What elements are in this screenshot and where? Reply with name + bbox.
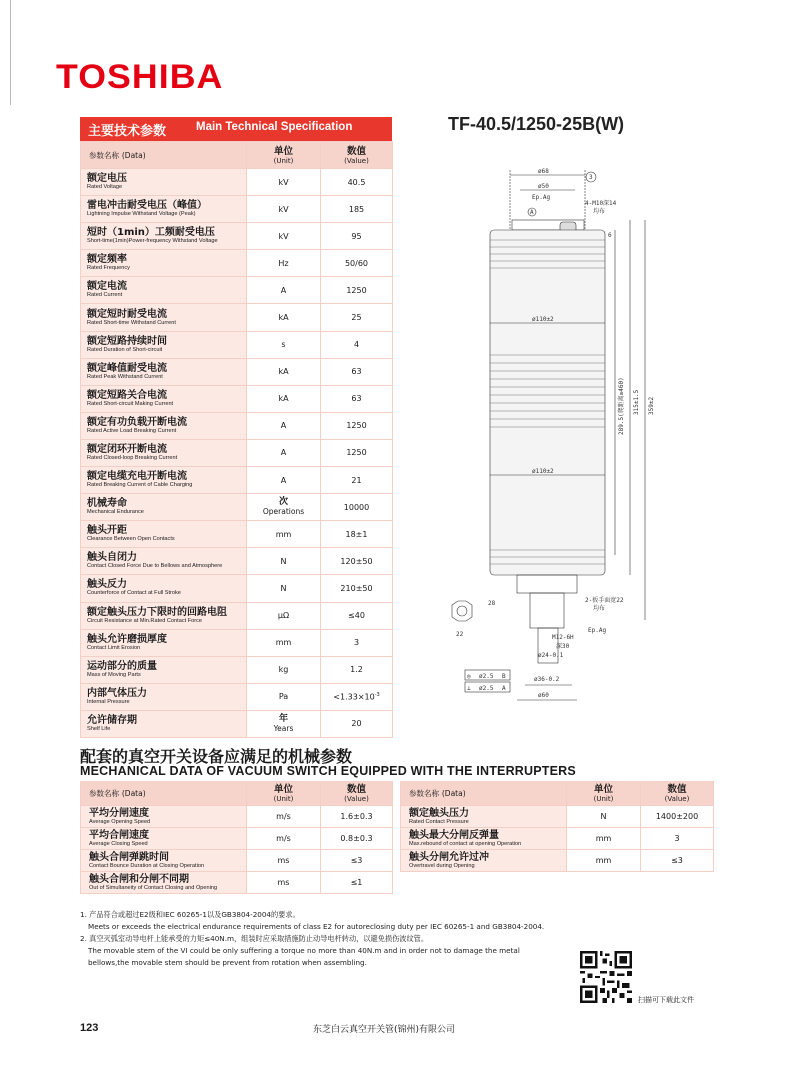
- spec-rows-unit: mm: [247, 521, 321, 548]
- mech-left_rows-unit: ms: [247, 872, 321, 894]
- mech-right_rows-value: [641, 828, 714, 850]
- spec-rows-value: [321, 412, 393, 439]
- mech-left_rows-value: [321, 850, 393, 872]
- spec-rows-value: [321, 683, 393, 710]
- spec-rows-value: [321, 304, 393, 331]
- mech-header-row: [81, 782, 393, 806]
- spec-rows-param-name: [81, 575, 247, 602]
- spec-rows-value: [321, 548, 393, 575]
- dim-315-label: 315±1.5: [633, 389, 640, 415]
- mech-right_rows-value-text: 1400±200: [655, 812, 699, 821]
- ep-label: Ep.Ag: [532, 194, 551, 201]
- spec-rows-row: [81, 277, 393, 304]
- spec-rows-value: [321, 358, 393, 385]
- d110-top-label: ø110±2: [532, 316, 554, 323]
- corner-line: [10, 0, 11, 105]
- mech-header-value: 数值 (Value): [321, 782, 393, 806]
- spec-rows-value-text: 18±1: [345, 529, 368, 539]
- qr-label: 扫描可下载此文件: [638, 996, 694, 1004]
- spec-rows-unit-cn: 次: [278, 497, 288, 508]
- spec-rows-unit-cn: 年: [278, 713, 288, 724]
- spec-rows-param-cn: 额定短路持续时间: [87, 335, 167, 347]
- spec-rows-value: [321, 710, 393, 737]
- spec-rows-value-text: 120±50: [340, 556, 373, 566]
- mech-left_rows-param-en: Contact Bounce Duration at Closing Operation: [89, 862, 205, 869]
- spec-rows-param-en: Rated Voltage: [87, 184, 123, 191]
- note-line: 1. 产品符合或超过E2级和IEC 60265-1以及GB3804-2004的要求。: [80, 910, 300, 919]
- spec-rows-value-text: 10000: [343, 502, 370, 512]
- spec-rows-param-en: Rated Breaking Current of Cable Charging: [87, 482, 193, 489]
- spec-rows-param-name: [81, 656, 247, 683]
- model-title: TF-40.5/1250-25B(W): [448, 114, 625, 134]
- mech-left_rows-param-cn: 触头合闸弹跳时间: [89, 851, 169, 863]
- spec-rows-value-text: 185: [348, 204, 365, 214]
- spec-rows-row: [81, 223, 393, 250]
- spec-rows-param-cn: 触头反力: [87, 579, 127, 591]
- spec-rows-param-cn: 触头允许磨损厚度: [87, 633, 167, 645]
- note-line: The movable stem of the VI could be only suffering a torque no more than 40N.m and in order not to damage the metal: [88, 946, 520, 955]
- mech-right_rows-value-text: ≤3: [671, 856, 683, 865]
- spec-rows-param-name: [81, 277, 247, 304]
- spec-rows-param-name: [81, 223, 247, 250]
- spec-rows-param-cn: 允许储存期: [87, 714, 137, 726]
- spec-rows-row: [81, 439, 393, 466]
- toshiba-logo: TOSHIBA: [56, 58, 224, 96]
- m12-label: M12-6H: [552, 634, 574, 641]
- d68-label: ø68: [538, 168, 549, 175]
- spec-rows-param-cn: 额定峰值耐受电流: [87, 362, 167, 374]
- spec-rows-param-en: Internal Pressure: [87, 698, 130, 705]
- spec-rows-value-text: 21: [351, 475, 362, 485]
- spec-rows-unit: kV: [247, 169, 321, 196]
- spec-rows-unit-en: Years: [273, 723, 294, 733]
- tol2-val: ø2.5: [479, 685, 494, 692]
- spec-rows-value-text: 210±50: [340, 583, 373, 593]
- mech-header-param: 参数名称 (Data): [401, 782, 567, 806]
- m12-sub: 深30: [556, 643, 570, 650]
- spec-rows-value: [321, 494, 393, 521]
- spec-rows-unit: kg: [247, 656, 321, 683]
- mech-right_rows-param-cn: 额定触头压力: [409, 807, 469, 819]
- spec-rows-param-en: Clearance Between Open Contacts: [87, 536, 175, 543]
- d110-mid-label: ø110±2: [532, 468, 554, 475]
- spec-rows-param-en: Rated Duration of Short-circuit: [87, 346, 163, 353]
- page-number: 123: [80, 1022, 99, 1034]
- mech-left_rows-row: [81, 850, 393, 872]
- spec-rows-param-cn: 额定电压: [87, 173, 127, 185]
- spec-rows-param-en: Contact Closed Force Due to Bellows and Atmosphere: [87, 563, 223, 570]
- spec-title-cn: 主要技术参数: [88, 124, 167, 139]
- spec-rows-param-cn: 额定电缆充电开断电流: [87, 471, 187, 483]
- mech-left_rows-param-name: [81, 872, 247, 894]
- mech-left_rows-param-en: Average Closing Speed: [89, 840, 148, 847]
- spec-rows-row: [81, 629, 393, 656]
- tol2-sym: ⊥: [467, 685, 471, 692]
- spec-rows-unit: Hz: [247, 250, 321, 277]
- spec-rows-value-text: 20: [351, 719, 362, 729]
- spec-rows-unit: A: [247, 412, 321, 439]
- spec-rows-param-en: Contact Limit Erosion: [87, 644, 141, 651]
- spec-rows-value: [321, 575, 393, 602]
- d36-label: ø36-0.2: [534, 676, 560, 683]
- mech-left_rows-row: [81, 806, 393, 828]
- spec-rows-param-name: [81, 710, 247, 737]
- spec-rows-value: [321, 385, 393, 412]
- spec-rows-row: [81, 575, 393, 602]
- dim-28-label: 28: [488, 600, 496, 607]
- dim-2895-label: 289.5(爬距离≥460): [618, 377, 625, 435]
- spec-rows-value: [321, 602, 393, 629]
- spec-rows-row: [81, 385, 393, 412]
- company-name: 东芝白云真空开关管(锦州)有限公司: [313, 1025, 456, 1035]
- spec-rows-value-text: 1250: [346, 448, 367, 458]
- mech-left_rows-param-cn: 平均合闸速度: [89, 829, 149, 841]
- spec-rows-param-en: Short-time(1min)Power-frequency Withstand Voltage: [87, 238, 218, 245]
- mech-left_rows-unit: m/s: [247, 806, 321, 828]
- mech-title-en: MECHANICAL DATA OF VACUUM SWITCH EQUIPPED WITH THE INTERRUPTERS: [80, 764, 576, 778]
- spec-rows-param-name: [81, 494, 247, 521]
- spec-rows-unit: N: [247, 548, 321, 575]
- spec-rows-row: [81, 412, 393, 439]
- qr-code: [580, 951, 632, 1003]
- mech-title-cn: 配套的真空开关设备应满足的机械参数: [80, 747, 353, 766]
- spec-rows-row: [81, 169, 393, 196]
- spec-rows-unit: mm: [247, 629, 321, 656]
- spec-rows-param-cn: 运动部分的质量: [87, 660, 157, 672]
- spec-rows-param-cn: 雷电冲击耐受电压（峰值）: [87, 200, 207, 212]
- spec-rows-value-text: 95: [351, 231, 362, 241]
- spec-rows-param-name: [81, 521, 247, 548]
- spec-rows-param-en: Rated Active Load Breaking Current: [87, 427, 177, 434]
- spec-rows-unit: [247, 494, 321, 521]
- mech-right_rows-unit: N: [567, 806, 641, 828]
- spec-rows-param-en: Counterforce of Contact at Full Stroke: [87, 590, 181, 597]
- mech-right_rows-row: [401, 806, 714, 828]
- spec-rows-unit: kA: [247, 304, 321, 331]
- spec-rows-value-text: 1250: [346, 421, 367, 431]
- spec-rows-unit: kV: [247, 223, 321, 250]
- mech-header-value: 数值 (Value): [641, 782, 714, 806]
- spec-rows-row: [81, 331, 393, 358]
- note-line: Meets or exceeds the electrical endurance requirements of class E2 for autoreclosing duty per IEC 60265-1 and GB3804-2004.: [88, 922, 545, 931]
- mech-right_rows-param-cn: 触头分闸允许过冲: [409, 851, 489, 863]
- note-line: 2. 真空灭弧室动导电杆上能承受的力矩≤40N.m，组装时应采取措施防止动导电杆转动，以避免损伤波纹管。: [80, 934, 429, 943]
- spec-rows-row: [81, 250, 393, 277]
- mech-left_rows-value-text: ≤1: [350, 878, 363, 887]
- spec-rows-param-cn: 内部气体压力: [87, 687, 147, 699]
- spec-rows-value-text: 25: [351, 313, 362, 323]
- d60-label: ø60: [538, 692, 549, 699]
- note-line: bellows,the movable stem should be prevent from rotation when assembling.: [88, 958, 367, 967]
- spec-rows-param-en: Rated Short-time Withstand Current: [87, 319, 176, 326]
- spec-rows-param-en: Circuit Resistance at Min.Rated Contact Force: [87, 617, 203, 624]
- spec-rows-row: [81, 467, 393, 494]
- spec-title-en: Main Technical Specification: [196, 121, 353, 133]
- ep2-label: Ep.Ag: [588, 627, 607, 634]
- spec-rows-param-en: Rated Frequency: [87, 265, 130, 272]
- spec-table: [80, 141, 393, 738]
- spec-rows-unit: N: [247, 575, 321, 602]
- spec-rows-param-name: [81, 196, 247, 223]
- spec-rows-unit: kA: [247, 358, 321, 385]
- interrupter-drawing: [456, 165, 675, 735]
- spec-rows-param-name: [81, 385, 247, 412]
- mech-left_rows-value: [321, 828, 393, 850]
- mech-header-unit: 单位 (Unit): [247, 782, 321, 806]
- spec-rows-unit: A: [247, 277, 321, 304]
- m10-label: 4-M10深14: [585, 200, 617, 207]
- d50-label: ø50: [538, 183, 549, 190]
- mech-left_rows-param-cn: 触头合闸和分闸不同期: [89, 873, 189, 885]
- spec-rows-value-text: 63: [351, 394, 362, 404]
- tol1-sym: ◎: [467, 673, 471, 680]
- spec-rows-param-cn: 额定闭环开断电流: [87, 443, 167, 455]
- mech-right_rows-value: [641, 806, 714, 828]
- svg-text:A: A: [530, 209, 534, 216]
- spec-rows-param-name: [81, 169, 247, 196]
- mech-left_rows-value-text: 1.6±0.3: [340, 812, 373, 821]
- spec-rows-row: [81, 656, 393, 683]
- spec-rows-param-name: [81, 629, 247, 656]
- spec-rows-value: [321, 629, 393, 656]
- mech-right_rows-row: [401, 828, 714, 850]
- mech-left_rows-param-cn: 平均分闸速度: [89, 807, 149, 819]
- spec-rows-value: [321, 656, 393, 683]
- mech-left_rows-value-text: ≤3: [350, 856, 363, 865]
- mech-right_rows-unit: mm: [567, 850, 641, 872]
- spec-header-unit: 单位 (Unit): [247, 142, 321, 169]
- spec-rows-unit: kA: [247, 385, 321, 412]
- spec-rows-param-en: Mass of Moving Parts: [87, 671, 141, 678]
- spec-rows-value-text: 4: [353, 340, 360, 350]
- spec-rows-value: [321, 331, 393, 358]
- spec-rows-value-text: 63: [351, 367, 362, 377]
- spec-rows-value: [321, 196, 393, 223]
- spec-rows-unit: A: [247, 467, 321, 494]
- spec-rows-param-en: Rated Closed-loop Breaking Current: [87, 454, 178, 461]
- notes: [80, 909, 544, 969]
- spec-header-row: [81, 142, 393, 169]
- mech-right_rows-param-name: [401, 850, 567, 872]
- circle-ref-label: 3: [589, 174, 593, 181]
- spec-rows-value: [321, 223, 393, 250]
- mech-left_rows-param-name: [81, 850, 247, 872]
- mech-left_rows-unit: m/s: [247, 828, 321, 850]
- spec-rows-param-cn: 额定短路关合电流: [87, 389, 167, 401]
- spec-rows-value-text: 50/60: [344, 258, 369, 268]
- spec-rows-param-cn: 短时（1min）工频耐受电压: [87, 227, 215, 239]
- spec-rows-param-cn: 触头自闭力: [87, 552, 137, 564]
- spec-rows-param-en: Rated Current: [87, 292, 123, 299]
- m10-sub: 均布: [593, 208, 606, 215]
- spec-rows-param-name: [81, 548, 247, 575]
- mech-header-param: 参数名称 (Data): [81, 782, 247, 806]
- spec-rows-unit: A: [247, 439, 321, 466]
- mech-left_rows-row: [81, 828, 393, 850]
- spec-rows-param-name: [81, 358, 247, 385]
- spec-header-param: 参数名称 (Data): [81, 142, 247, 169]
- spec-rows-value: [321, 439, 393, 466]
- spec-rows-unit-en: Operations: [262, 507, 305, 517]
- spec-rows-unit: μΩ: [247, 602, 321, 629]
- spec-rows-value-text: 40.5: [347, 177, 366, 187]
- spec-rows-param-en: Shelf Life: [87, 725, 111, 732]
- mech-table-left: [80, 781, 393, 894]
- spec-rows-param-name: [81, 331, 247, 358]
- mech-left_rows-unit: ms: [247, 850, 321, 872]
- mech-right_rows-param-cn: 触头最大分闸反弹量: [409, 829, 499, 841]
- spec-rows-param-cn: 机械寿命: [87, 498, 127, 510]
- spec-rows-param-name: [81, 304, 247, 331]
- spec-rows-unit: [247, 710, 321, 737]
- tol1-val: ø2.5: [479, 673, 494, 680]
- spec-rows-unit: kV: [247, 196, 321, 223]
- spec-rows-row: [81, 710, 393, 737]
- mech-right_rows-param-en: Rated Contact Pressure: [409, 818, 469, 825]
- dim-6-label: 6: [608, 232, 612, 239]
- mech-right_rows-param-en: Overtravel during Opening: [409, 862, 475, 869]
- spec-rows-row: [81, 521, 393, 548]
- spec-rows-param-cn: 额定频率: [87, 254, 127, 266]
- spec-rows-value-sup: -3: [374, 692, 380, 698]
- spec-rows-row: [81, 494, 393, 521]
- spec-rows-param-name: [81, 250, 247, 277]
- spec-header-value: 数值 (Value): [321, 142, 393, 169]
- spec-rows-value-text: 1.2: [350, 665, 363, 675]
- spec-rows-row: [81, 548, 393, 575]
- spec-rows-value: [321, 521, 393, 548]
- ceramic-body: [490, 230, 605, 575]
- mech-left_rows-row: [81, 872, 393, 894]
- mech-left_rows-value-text: 0.8±0.3: [340, 834, 373, 843]
- spec-rows-param-name: [81, 467, 247, 494]
- dim-359-label: 359±2: [648, 396, 655, 415]
- spec-rows-value-text: ≤40: [348, 611, 365, 621]
- mech-left_rows-value: [321, 806, 393, 828]
- mech-table-right: [400, 781, 714, 872]
- mech-right_rows-value-text: 3: [674, 834, 680, 843]
- tol1-ref: B: [502, 673, 506, 680]
- mech-left_rows-param-en: Out of Simultaneity of Contact Closing and Opening: [89, 884, 218, 891]
- flat-sub: 均布: [593, 605, 606, 612]
- mech-header-row: [401, 782, 714, 806]
- spec-rows-param-en: Mechanical Endurance: [87, 509, 144, 516]
- mech-left_rows-param-en: Average Opening Speed: [89, 818, 151, 825]
- mech-left_rows-value: [321, 872, 393, 894]
- mech-header-unit: 单位 (Unit): [567, 782, 641, 806]
- spec-rows-param-cn: 触头开距: [87, 525, 127, 537]
- spec-rows-param-name: [81, 602, 247, 629]
- spec-rows-param-cn: 额定短时耐受电流: [87, 308, 167, 320]
- spec-rows-row: [81, 358, 393, 385]
- spec-rows-value: [321, 277, 393, 304]
- spec-rows-param-name: [81, 412, 247, 439]
- mech-right_rows-value: [641, 850, 714, 872]
- spec-rows-param-cn: 额定有功负载开断电流: [87, 416, 187, 428]
- spec-rows-param-en: Rated Peak Withstand Current: [87, 373, 163, 380]
- mech-right_rows-param-en: Max.rebound of contact at opening Operation: [409, 840, 522, 847]
- spec-rows-row: [81, 304, 393, 331]
- mech-right_rows-row: [401, 850, 714, 872]
- spec-rows-unit: s: [247, 331, 321, 358]
- spec-rows-row: [81, 683, 393, 710]
- spec-rows-param-cn: 额定触头压力下限时的回路电阻: [87, 606, 227, 618]
- mech-right_rows-param-name: [401, 828, 567, 850]
- mech-right_rows-unit: mm: [567, 828, 641, 850]
- spec-rows-row: [81, 602, 393, 629]
- spec-rows-value-text: <1.33×10: [333, 692, 375, 702]
- spec-rows-param-name: [81, 683, 247, 710]
- spec-rows-value: [321, 169, 393, 196]
- spec-rows-value-text: 1250: [346, 285, 367, 295]
- mech-left_rows-param-name: [81, 828, 247, 850]
- spec-rows-param-en: Lightning Impulse Withstand Voltage (Peak): [87, 211, 196, 218]
- tol2-ref: A: [502, 685, 506, 692]
- spec-rows-param-en: Rated Short-circuit Making Current: [87, 400, 174, 407]
- spec-rows-param-name: [81, 439, 247, 466]
- spec-rows-row: [81, 196, 393, 223]
- d24-label: ø24-0.1: [538, 652, 564, 659]
- spec-rows-value-text: 3: [353, 638, 360, 648]
- spec-rows-value: [321, 467, 393, 494]
- flat-label: 2-扳手面宽22: [585, 597, 624, 604]
- mech-left_rows-param-name: [81, 806, 247, 828]
- spec-banner: [80, 117, 392, 141]
- spec-rows-value: [321, 250, 393, 277]
- spec-rows-unit: Pa: [247, 683, 321, 710]
- spec-rows-param-cn: 额定电流: [87, 281, 127, 293]
- dim-22-label: 22: [456, 631, 464, 638]
- mech-right_rows-param-name: [401, 806, 567, 828]
